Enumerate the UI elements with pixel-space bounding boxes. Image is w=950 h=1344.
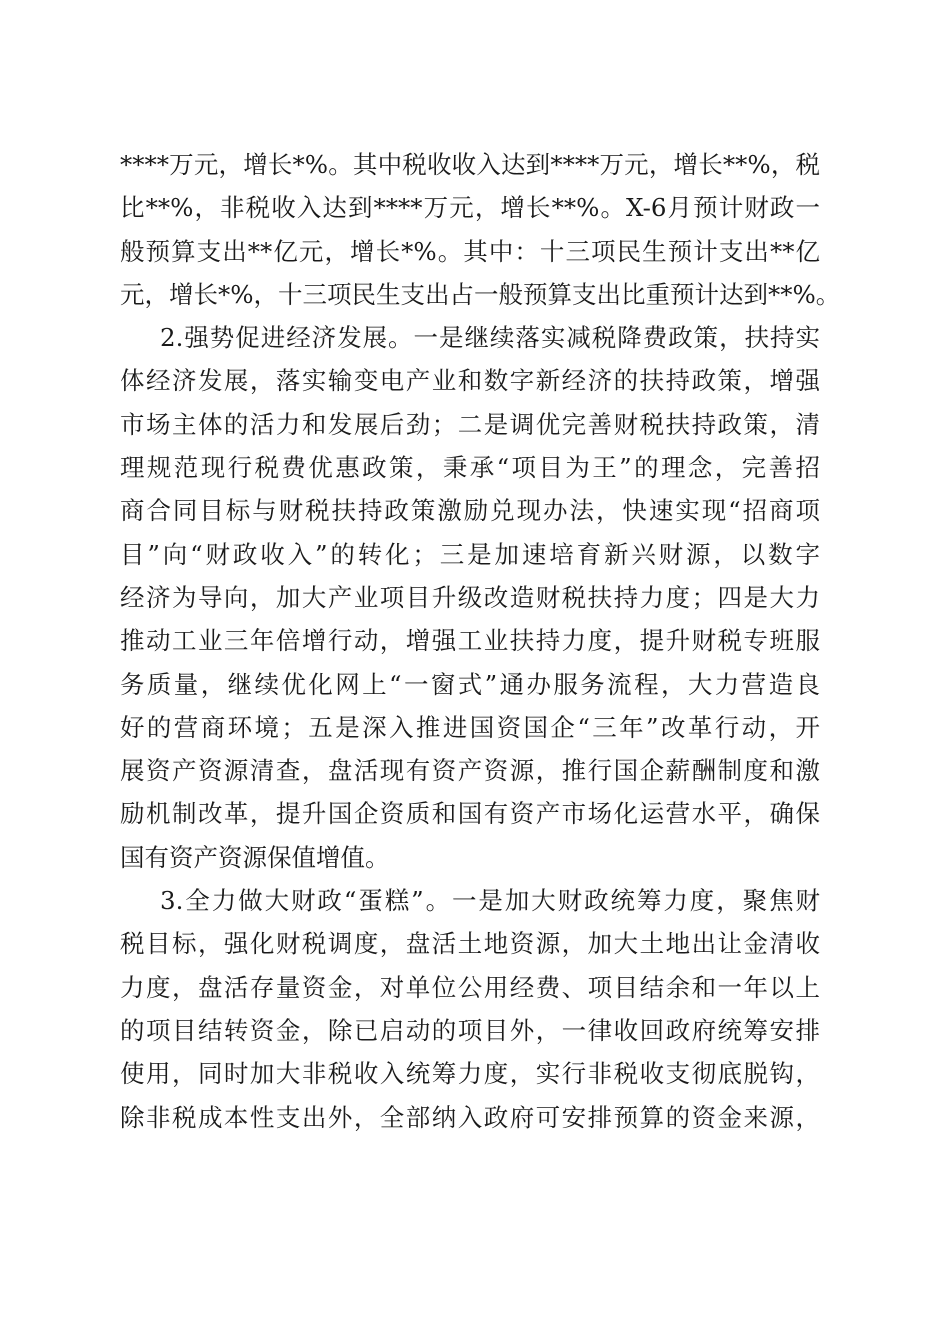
text-line: 目”向“财政收入”的转化；三是加速培育新兴财源，以数字: [120, 539, 820, 569]
text-line: 好的营商环境；五是深入推进国资国企“三年”改革行动，开: [120, 712, 820, 742]
text-line: 税目标，强化财税调度，盘活土地资源，加大土地出让金清收: [120, 929, 820, 959]
text-line: 务质量，继续优化网上“一窗式”通办服务流程，大力营造良: [120, 669, 820, 699]
text-line: 比**%，非税收入达到****万元，增长**%。X-6月预计财政一: [120, 193, 820, 223]
text-line: 体经济发展，落实输变电产业和数字新经济的扶持政策，增强: [120, 366, 820, 396]
text-line: 国有资产资源保值增值。: [120, 842, 390, 872]
text-line: 除非税成本性支出外，全部纳入政府可安排预算的资金来源，: [120, 1102, 820, 1132]
text-line: 理规范现行税费优惠政策，秉承“项目为王”的理念，完善招: [120, 453, 820, 483]
text-line: 推动工业三年倍增行动，增强工业扶持力度，提升财税专班服: [120, 626, 820, 656]
paragraph-start-line: 3.全力做大财政“蛋糕”。一是加大财政统筹力度，聚焦财: [160, 886, 820, 916]
text-line: 市场主体的活力和发展后劲；二是调优完善财税扶持政策，清: [120, 409, 820, 439]
text-line: 商合同目标与财税扶持政策激励兑现办法，快速实现“招商项: [120, 496, 820, 526]
paragraph-start-line: 2.强势促进经济发展。一是继续落实减税降费政策，扶持实: [160, 323, 820, 353]
text-line: ****万元，增长*%。其中税收收入达到****万元，增长**%，税: [120, 150, 820, 179]
text-line: 展资产资源清查，盘活现有资产资源，推行国企薪酬制度和激: [120, 756, 820, 786]
text-line: 力度，盘活存量资金，对单位公用经费、项目结余和一年以上: [120, 972, 820, 1002]
body-text: [120, 143, 841, 1139]
text-line: 般预算支出**亿元，增长*%。其中：十三项民生预计支出**亿: [120, 236, 820, 266]
text-line: 励机制改革，提升国企资质和国有资产市场化运营水平，确保: [120, 799, 820, 829]
text-line: 元，增长*%，十三项民生支出占一般预算支出比重预计达到**%。: [120, 279, 841, 309]
text-line: 的项目结转资金，除已启动的项目外，一律收回政府统筹安排: [120, 1015, 820, 1045]
text-line: 使用，同时加大非税收入统筹力度，实行非税收支彻底脱钩，: [120, 1059, 820, 1089]
text-line: 经济为导向，加大产业项目升级改造财税扶持力度；四是大力: [120, 582, 820, 612]
